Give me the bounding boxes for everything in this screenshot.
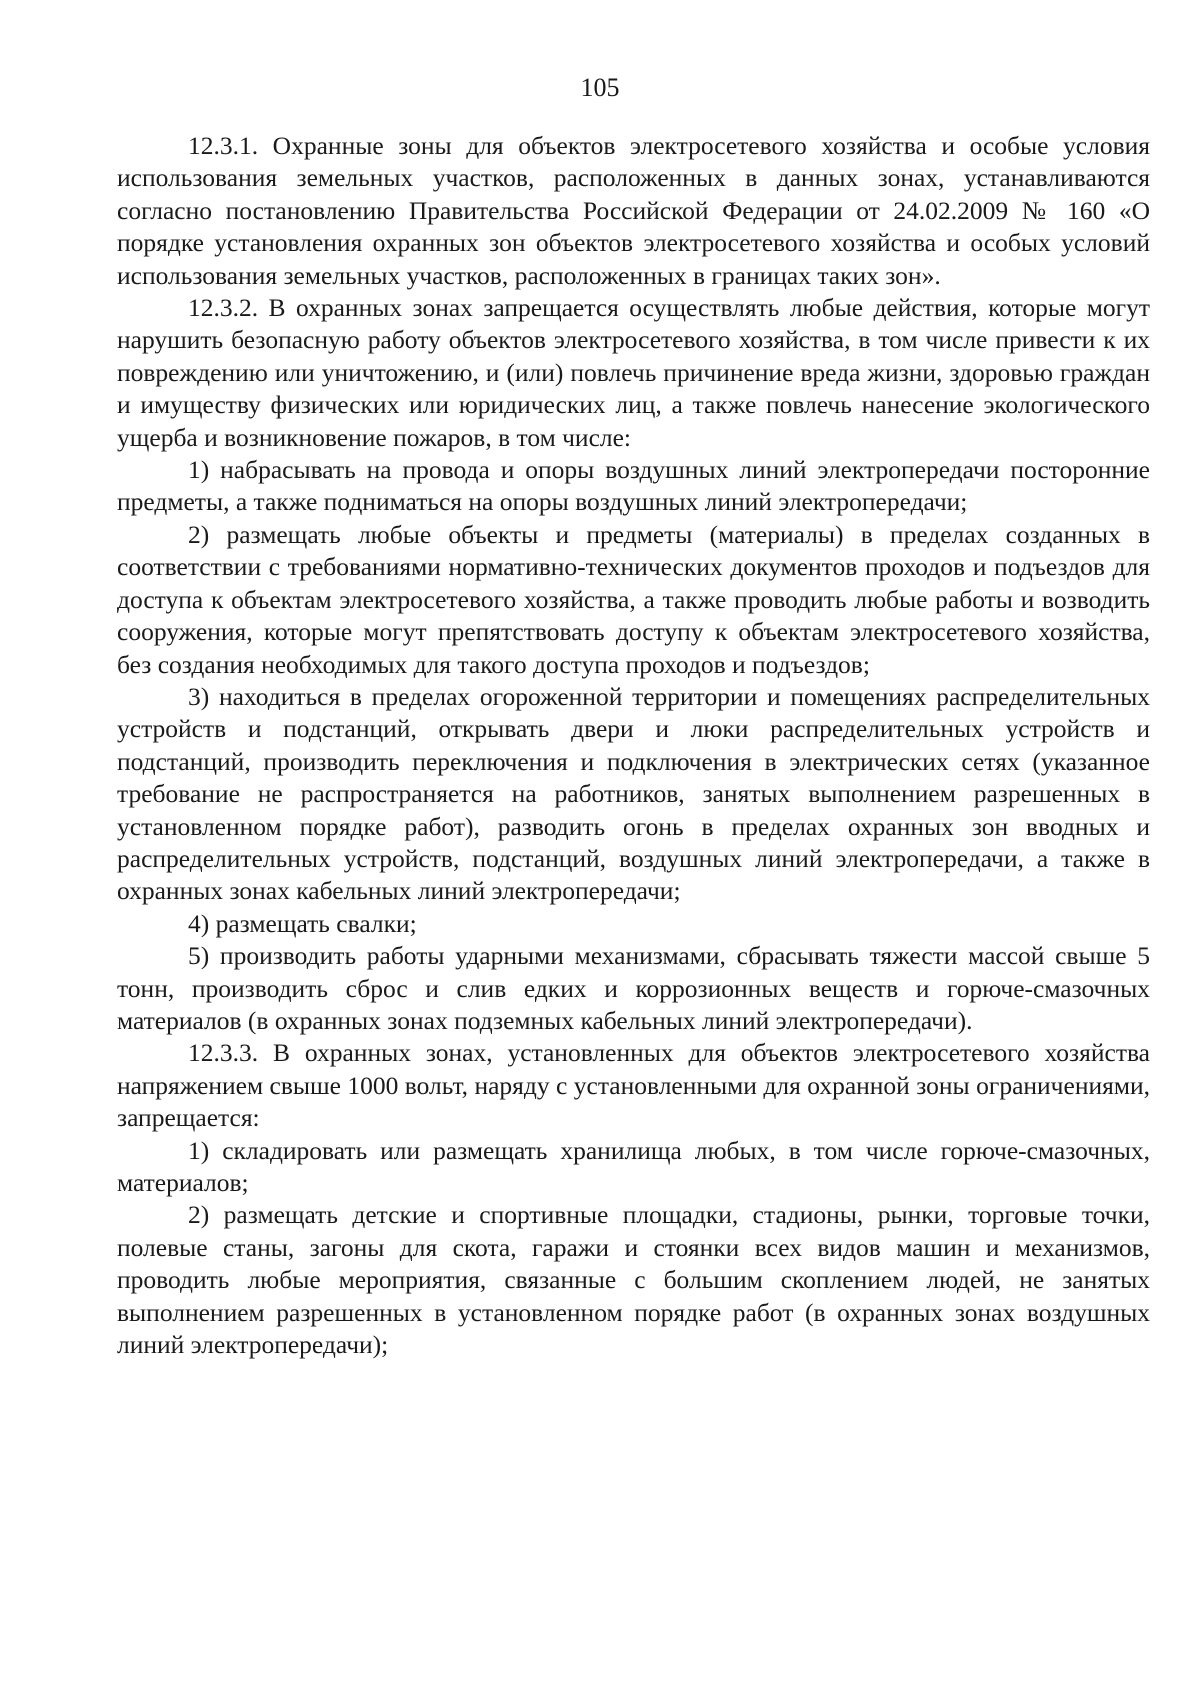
list-item-12-3-2-2: 2) размещать любые объекты и предметы (материалы) в пределах созданных в соответствии с требованиями нормативно-технических документов проходов и подъездов для доступа к объектам электросетевого хозяйства, а также проводить любые работы и возводить сооружения, которые могут препятствовать доступу к объектам электросетевого хозяйства, без создания необходимых для такого доступа проходов и подъездов; — [117, 519, 1150, 679]
paragraph-12-3-2: 12.3.2. В охранных зонах запрещается осуществлять любые действия, которые могут нарушить безопасную работу объектов электросетевого хозяйства, в том числе привести к их повреждению или уничтожению, и (или) повлечь причинение вреда жизни, здоровью граждан и имуществу физических или юридических лиц, а также повлечь нанесение экологического ущерба и возникновение пожаров, в том числе: — [117, 293, 1150, 452]
list-item-12-3-2-1: 1) набрасывать на провода и опоры воздушных линий электропередачи посторонние предметы, а также подниматься на опоры воздушных линий электропередачи; — [117, 455, 1150, 517]
paragraph-12-3-3: 12.3.3. В охранных зонах, установленных для объектов электросетевого хозяйства напряжением свыше 1000 вольт, наряду с установленными для охранной зоны ограничениями, запрещается: — [117, 1038, 1150, 1133]
list-item-12-3-2-4: 4) размещать свалки; — [188, 908, 417, 938]
list-item-12-3-2-5: 5) производить работы ударными механизмами, сбрасывать тяжести массой свыше 5 тонн, производить сброс и слив едких и коррозионных веществ и горюче-смазочных материалов (в охранных зонах подземных кабельных линий электропередачи). — [117, 941, 1150, 1035]
list-item-12-3-3-2: 2) размещать детские и спортивные площадки, стадионы, рынки, торговые точки, полевые станы, загоны для скота, гаражи и стоянки всех видов машин и механизмов, проводить любые мероприятия, связанные с большим скоплением людей, не занятых выполнением разрешенных в установленном порядке работ (в охранных зонах воздушных линий электропередачи); — [117, 1200, 1150, 1360]
page-number: 105 — [580, 73, 620, 102]
document-body — [117, 130, 1150, 1361]
paragraph-12-3-1: 12.3.1. Охранные зоны для объектов электросетевого хозяйства и особые условия использования земельных участков, расположенных в данных зонах, устанавливаются согласно постановлению Правительства Российской Федерации от 24.02.2009 № 160 «О порядке установления охранных зон объектов электросетевого хозяйства и особых условий использования земельных участков, расположенных в границах таких зон». — [117, 131, 1150, 290]
list-item-12-3-3-1: 1) складировать или размещать хранилища любых, в том числе горюче-смазочных, материалов; — [117, 1135, 1150, 1197]
list-item-12-3-2-3: 3) находиться в пределах огороженной территории и помещениях распределительных устройств и подстанций, открывать двери и люки распределительных устройств и подстанций, производить переключения и подключения в электрических сетях (указанное требование не распространяется на работников, занятых выполнением разрешенных в установленном порядке работ), разводить огонь в пределах охранных зон вводных и распределительных устройств, подстанций, воздушных линий электропередачи, а также в охранных зонах кабельных линий электропередачи; — [117, 681, 1150, 906]
